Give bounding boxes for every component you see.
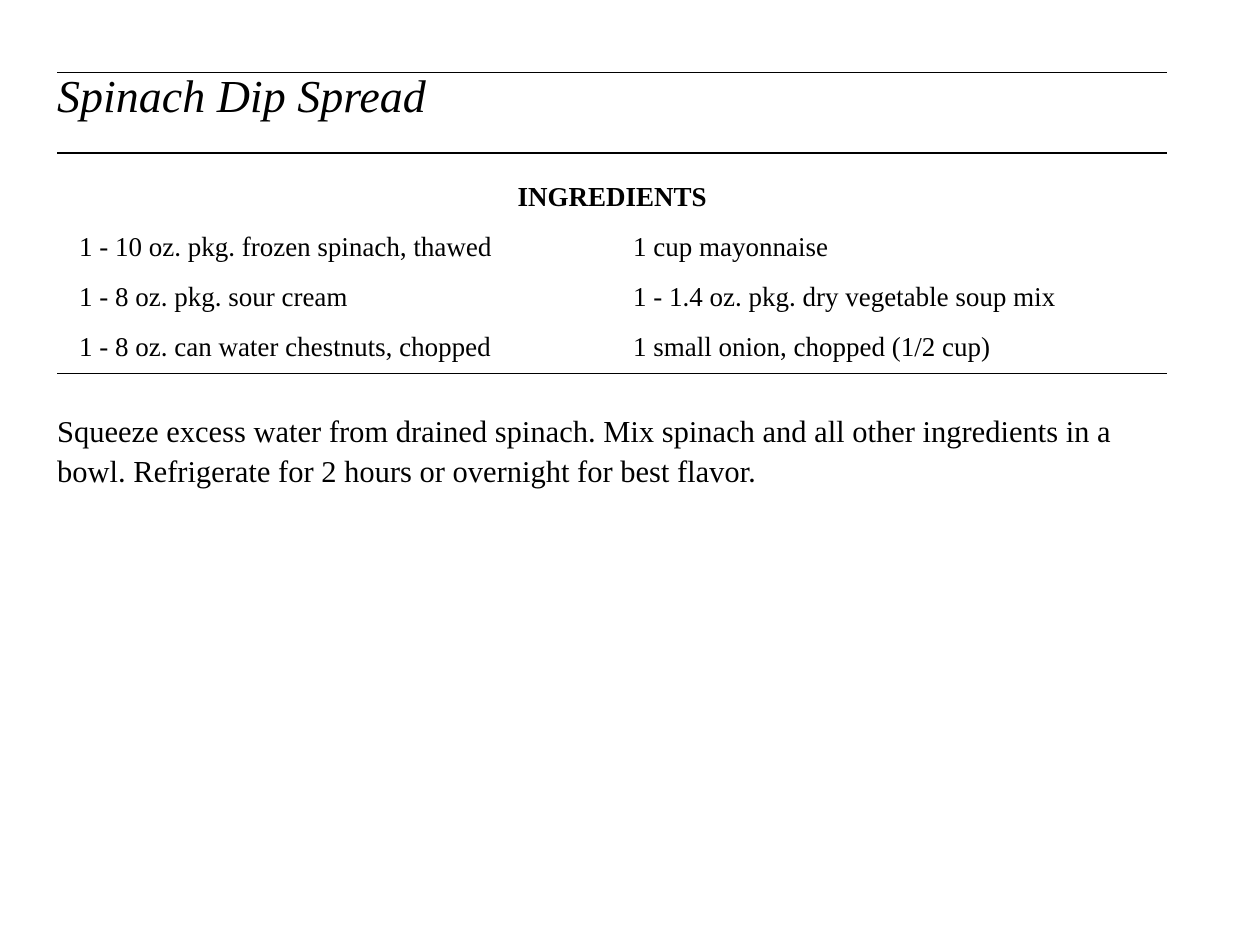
title-divider: [57, 152, 1167, 154]
ingredient-item: 1 - 10 oz. pkg. frozen spinach, thawed: [79, 232, 492, 262]
ingredient-item: 1 - 8 oz. can water chestnuts, chopped: [79, 332, 491, 362]
ingredient-row: [57, 280, 1167, 330]
ingredient-item: 1 cup mayonnaise: [633, 232, 828, 262]
recipe-title: Spinach Dip Spread: [57, 71, 426, 122]
ingredient-item: 1 - 8 oz. pkg. sour cream: [79, 282, 348, 312]
ingredients-table: [57, 230, 1167, 380]
ingredients-heading: INGREDIENTS: [517, 182, 707, 212]
ingredient-row: [57, 230, 1167, 280]
ingredient-item: 1 - 1.4 oz. pkg. dry vegetable soup mix: [633, 282, 1056, 312]
ingredient-item: 1 small onion, chopped (1/2 cup): [633, 332, 990, 362]
recipe-instructions: Squeeze excess water from drained spinach. Mix spinach and all other ingredients in a bowl. Refrigerate for 2 hours or overnight for best flavor.: [57, 415, 1111, 489]
ingredients-divider: [57, 373, 1167, 374]
